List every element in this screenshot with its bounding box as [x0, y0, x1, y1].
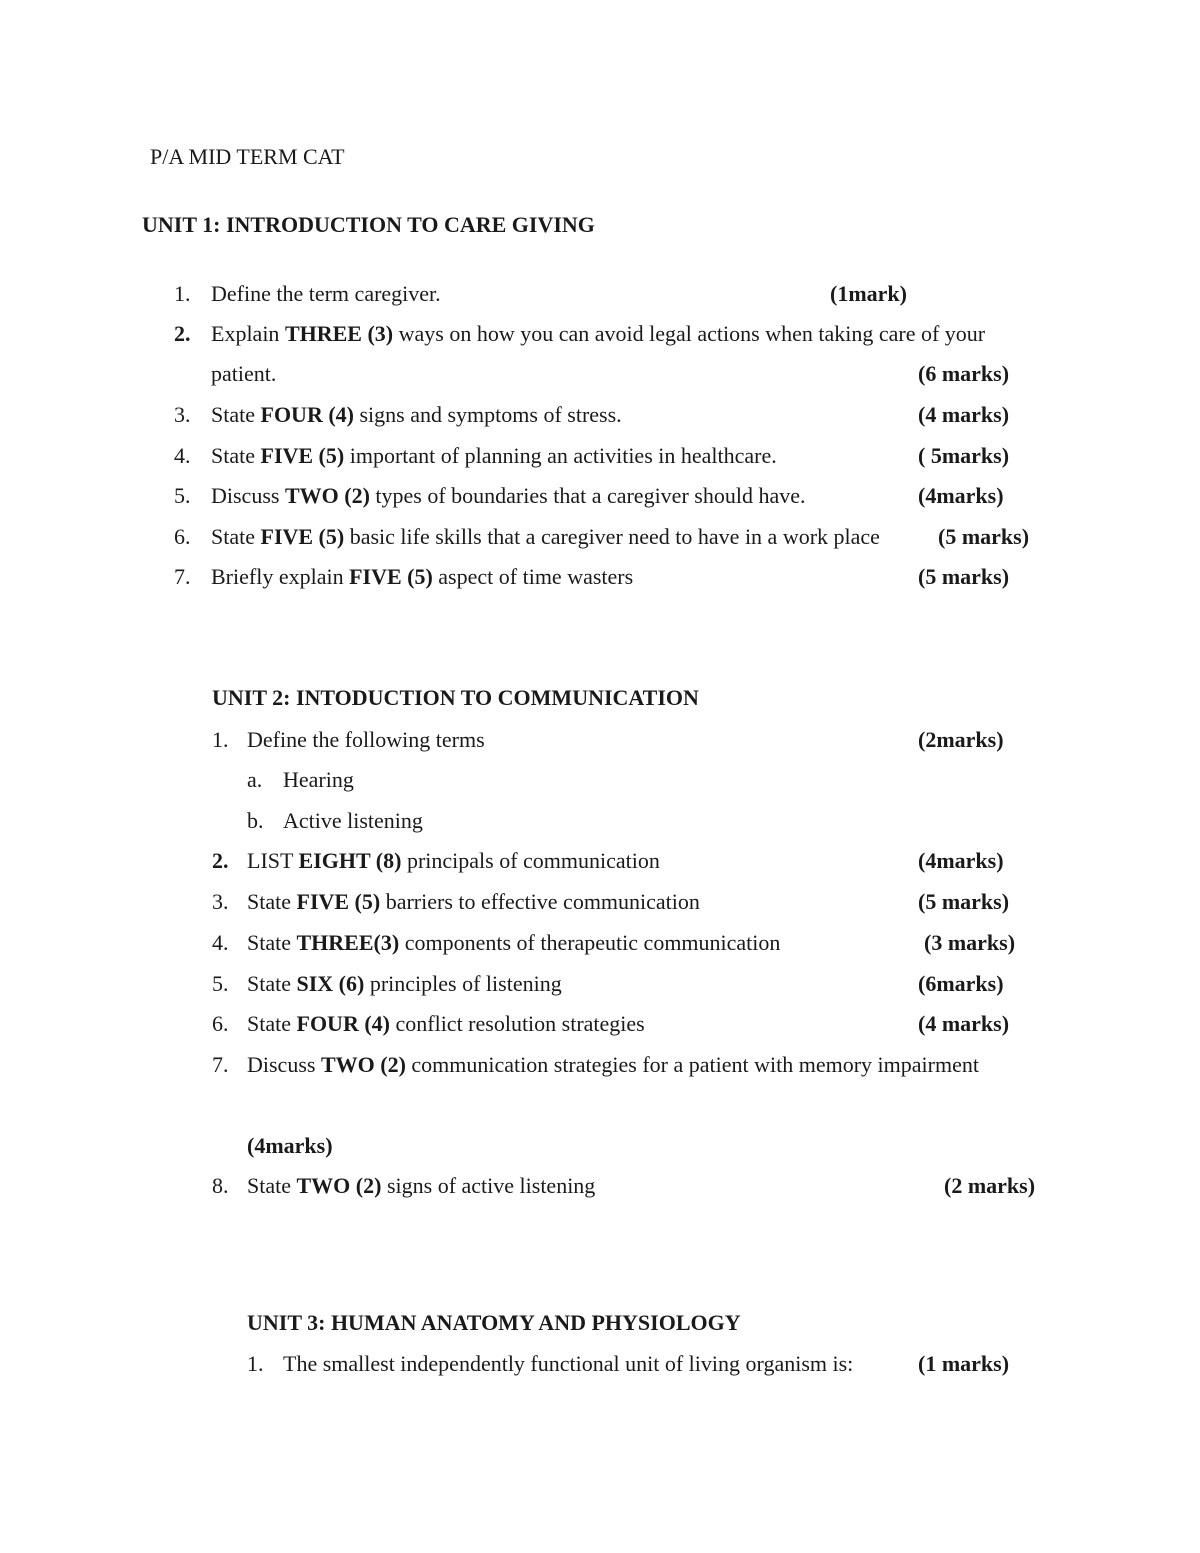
question-number: 5.: [174, 483, 191, 508]
document-title: P/A MID TERM CAT: [150, 144, 345, 169]
question-number: 7.: [174, 564, 191, 589]
question-text: LIST EIGHT (8) principals of communication: [247, 848, 660, 873]
question-marks: (4marks): [247, 1133, 333, 1158]
question-number: 3.: [212, 889, 229, 914]
question-marks: (5 marks): [938, 524, 1030, 549]
sub-item-label: a.: [247, 767, 263, 792]
question-number: 2.: [212, 848, 229, 873]
question-number: 1.: [174, 281, 191, 306]
question-number: 2.: [174, 321, 191, 346]
question-text: State FOUR (4) signs and symptoms of stress.: [211, 402, 622, 427]
question-text: Discuss TWO (2) communication strategies for a patient with memory impairment: [247, 1052, 979, 1077]
question-marks: ( 5marks): [918, 443, 1010, 468]
question-marks: (6marks): [918, 971, 1004, 996]
question-text: The smallest independently functional unit of living organism is:: [283, 1351, 854, 1376]
question-marks: (4marks): [918, 483, 1004, 508]
unit3-heading: UNIT 3: HUMAN ANATOMY AND PHYSIOLOGY: [247, 1310, 741, 1335]
question-number: 4.: [174, 443, 191, 468]
question-number: 4.: [212, 930, 229, 955]
question-marks: (5 marks): [918, 889, 1010, 914]
question-marks: (5 marks): [918, 564, 1010, 589]
question-text: Briefly explain FIVE (5) aspect of time wasters: [211, 564, 634, 589]
sub-item-text: Active listening: [283, 808, 423, 833]
question-number: 6.: [174, 524, 191, 549]
question-marks: (4 marks): [918, 402, 1010, 427]
sub-item-label: b.: [247, 808, 264, 833]
question-marks: (2marks): [918, 727, 1004, 752]
question-number: 1.: [247, 1351, 264, 1376]
question-text-continued: patient.: [211, 361, 277, 386]
question-text: Define the term caregiver.: [211, 281, 441, 306]
question-text: State THREE(3) components of therapeutic communication: [247, 930, 781, 955]
question-marks: (4marks): [918, 848, 1004, 873]
question-text: State FOUR (4) conflict resolution strategies: [247, 1011, 645, 1036]
question-marks: (3 marks): [924, 930, 1016, 955]
question-marks: (1 marks): [918, 1351, 1010, 1376]
question-number: 5.: [212, 971, 229, 996]
question-marks: (1mark): [830, 281, 907, 306]
question-number: 1.: [212, 727, 229, 752]
question-text: State SIX (6) principles of listening: [247, 971, 562, 996]
question-text: State FIVE (5) barriers to effective communication: [247, 889, 700, 914]
question-number: 8.: [212, 1173, 229, 1198]
question-text: Discuss TWO (2) types of boundaries that a caregiver should have.: [211, 483, 806, 508]
unit1-heading: UNIT 1: INTRODUCTION TO CARE GIVING: [142, 212, 595, 237]
question-marks: (2 marks): [944, 1173, 1036, 1198]
question-text: Define the following terms: [247, 727, 485, 752]
question-marks: (4 marks): [918, 1011, 1010, 1036]
unit2-heading: UNIT 2: INTODUCTION TO COMMUNICATION: [212, 685, 699, 710]
question-text: State FIVE (5) important of planning an activities in healthcare.: [211, 443, 777, 468]
sub-item-text: Hearing: [283, 767, 354, 792]
question-marks: (6 marks): [918, 361, 1010, 386]
question-number: 6.: [212, 1011, 229, 1036]
question-number: 3.: [174, 402, 191, 427]
question-number: 7.: [212, 1052, 229, 1077]
question-text: Explain THREE (3) ways on how you can avoid legal actions when taking care of your: [211, 321, 986, 346]
question-text: State TWO (2) signs of active listening: [247, 1173, 596, 1198]
question-text: State FIVE (5) basic life skills that a caregiver need to have in a work place: [211, 524, 880, 549]
